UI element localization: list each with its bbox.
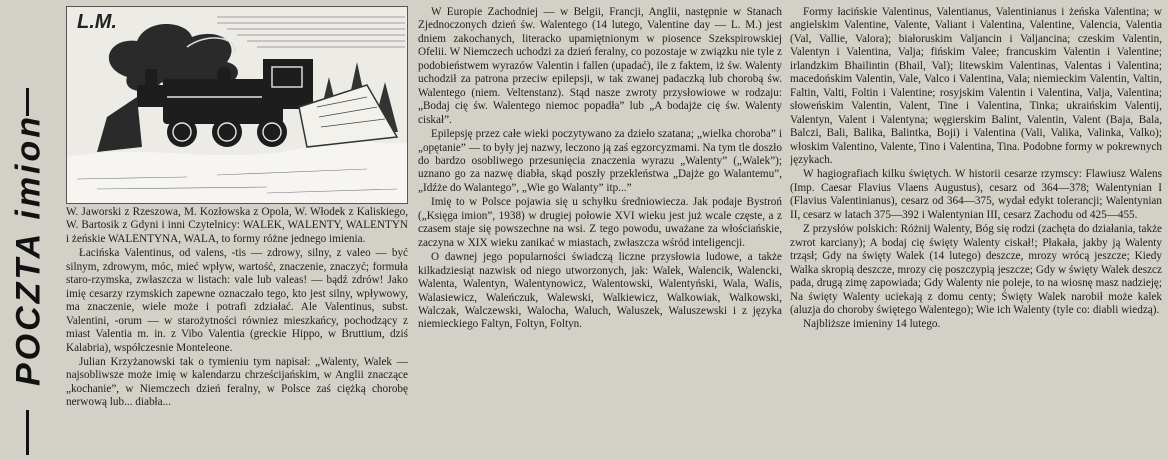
paragraph-2-4: O dawnej jego popularności świadczą liczne przysłowia ludowe, a także kilkadziesiąt nazwisk od niego utworzonych, jak: Walek, Walencik, Walencki, Walenta, Walentyn, Walentynowicz, Walentowski, Walentyński, Wala, Walis, Walasiewicz, Waleńczuk, Walewski, Walkiewicz, Walkowiak, Walkowski, Walczak, Walczewski, Walocha, Waluch, Waluszek, Waluszewski i z języka niemieckiego Faltyn, Foltyn, Foltyn. (418, 251, 782, 331)
paragraph-2-3: Imię to w Polsce pojawia się u schyłku średniowiecza. Jak podaje Bystroń („Księga imion”, 1938) w drugiej połowie XVI wieku jest już wcale częste, a z czasem staje się powszechne na wsi. Z tego powodu, uważane za włościańskie, zaczyna w XIX wieku zanikać w miastach, zwłaszcza wśród inteligencji. (418, 196, 782, 249)
paragraph-3-4: Najbliższe imieniny 14 lutego. (803, 318, 941, 331)
title-rule-top (26, 88, 29, 116)
paragraph-3-1: Formy łacińskie Valentinus, Valentianus, Valentinianus i żeńska Valentina; w angielskim Valentine, Valente, Valiant i Valentina, Valentine, Valencia, Valentia (Val, Vallie, Valora); białoruskim Valjancin i Valjancina; czeskim Valentin, Valentyn i Valentina, Valja; fińskim Valee; francuskim Valentin i Valentine; irlandzkim Bhailintin (Bhail, Val); litewskim Valentinas, Valentas i Valentina; macedońskim Valentin, Vale, Valco i Valentina, Vala; niemieckim Valentin, Valtin, Faltin, Valti, Foltin i Valentine; rosyjskim Valentin i Valentina, Valja, Valentina; słoweńskim Valentin, Valent, Tine i Valentina, Tinka; ukraińskim Valentij, Valentyn, Valent i Valentyna; węgierskim Balint, Valentin, Valent (Baja, Bala, Balczi, Bali, Balika, Balintka, Boji) i Valentina (Vali, Valika, Valinka, Valko); włoskim Valentino, Valente, Tino i Valentina, Tina. Podobne formy w pokrewnych językach. (790, 6, 1162, 166)
paragraph-3-3: Z przysłów polskich: Różnij Walenty, Bóg się rodzi (zachęta do działania, także zwrot karciany); A bodaj cię święty Walenty ciskał!; Płakała, jakby ją Walenty trząsł; Gdy na święty Walek (14 lutego) deszcze, mrozy wrócą jeszcze; Kiedy Walka skropią deszcze, mrozy cię poszczypią jeszcze; Gdy w święty Walek deszcz pada, drugą zimę zapowiada; Gdy Walenty nie poleje, to na wiosnę masz nadzieję; Na święty Walenty uciekają z domu centy; Święty Walek narobił może kalek (aluzja do choroby świętego Walentego); Wie ich Walenty (tyle co: diabli wiedzą). (790, 223, 1162, 316)
paragraph-2-2: Epilepsję przez całe wieki poczytywano za dzieło szatana; „wielka choroba” i „opętanie” — to były jej nazwy, leczono ją zaś egzorcyzmami. Na tym tle doszło do bardzo osobliwego przesunięcia znaczenia wyrazu „Walenty” („Walek”); uznano go za nazwę diabła, skąd poszły przekleństwa „Dajże go Walantemu”, „Idźże do Walantego”, „Wie go Walanty” itp...” (418, 128, 782, 194)
section-title-bar (4, 0, 54, 459)
paragraph-1-2: Łacińska Valentinus, od valens, -tis — zdrowy, silny, z valeo — być silnym, zdrowym, móc, mieć wpływ, wartość, znaczenie, znaczyć; formuła staro-rzymska, zwłaszcza w listach: vale lub valeas! — bądź zdrów! Jako imię cesarzy rzymskich zapewne oznaczało tego, kto jest silny, wpływowy, ma znaczenie, wiele może i potrafi zdziałać. Ale Valentinus, subst. Valentini, -orum — w starożytności równiez mieszkańcy, pochodzący z miast Valentia m. in. z Vibo Valentia (greckie Hippo, w Bruttium, dziś Kalabria), współczesnie Monteleone. (66, 247, 408, 354)
woodcut-illustration (66, 6, 408, 204)
paragraph-3-2: W hagiografiach kilku świętych. W historii cesarze rzymscy: Flawiusz Walens (Imp. Caesar Flavius Vlaens Augustus), cesarz od 364—378; Walentynian I (Flavius Valentinianus), cesarz od 364—375, wydał edykt tolerancji; Walentynian II, cesarz w latach 375—392 i Walentynian III, cesarz Zachodu od 425—455. (790, 168, 1162, 221)
column-2 (418, 6, 782, 459)
illustration-initials: L.M. (77, 11, 117, 33)
paragraph-1-3: Julian Krzyżanowski tak o tymieniu tym napisał: „Walenty, Walek — najsobliwsze może imię w kalendarzu chrześcijańskim, w Anglii znaczące „kochanie”, w Niemczech dzień feralny, w Polsce zaś ciężką chorobę nerwową lub... diabła... (66, 355, 408, 409)
paragraph-2-1: W Europie Zachodniej — w Belgii, Francji, Anglii, następnie w Stanach Zjednoczonych dzień św. Walentego (14 lutego, Valentine day — L. M.) jest dniem zakochanych, literacko upamiętnionym w piosence Szekspirowskiej Ofelii. W Niemczech uchodzi za dzień feralny, co pozostaje w związku nie tyle z podobieństwem wyrazów Valentin i fallen (upadać), ile z faktem, iż św. Walenty uchodził za patrona przeciw epilepsji, w tak zwanej padaczką lub chorobą św. Walentego (niem. Veltenstanz). Stąd nasze zwroty przysłowiowe w rodzaju: „Bodaj cię św. Walentego niemoc popadła” lub „A bodajże cię św. Walenty ciskał”. (418, 6, 782, 126)
column-3 (790, 6, 1162, 459)
section-title: POCZTA imion (9, 113, 48, 387)
paragraph-1-1: W. Jaworski z Rzeszowa, M. Kozłowska z Opola, W. Włodek z Kaliskiego, W. Bartosik z Gdyni i inni Czytelnicy: WALEK, WALENTY, WALENTYN i żeńskie WALENTYNA, WALA, to formy różne jednego imienia. (66, 206, 408, 245)
column-1 (66, 206, 408, 459)
winter-locomotive-woodcut-icon (67, 7, 407, 203)
title-rule-bottom (26, 410, 29, 455)
